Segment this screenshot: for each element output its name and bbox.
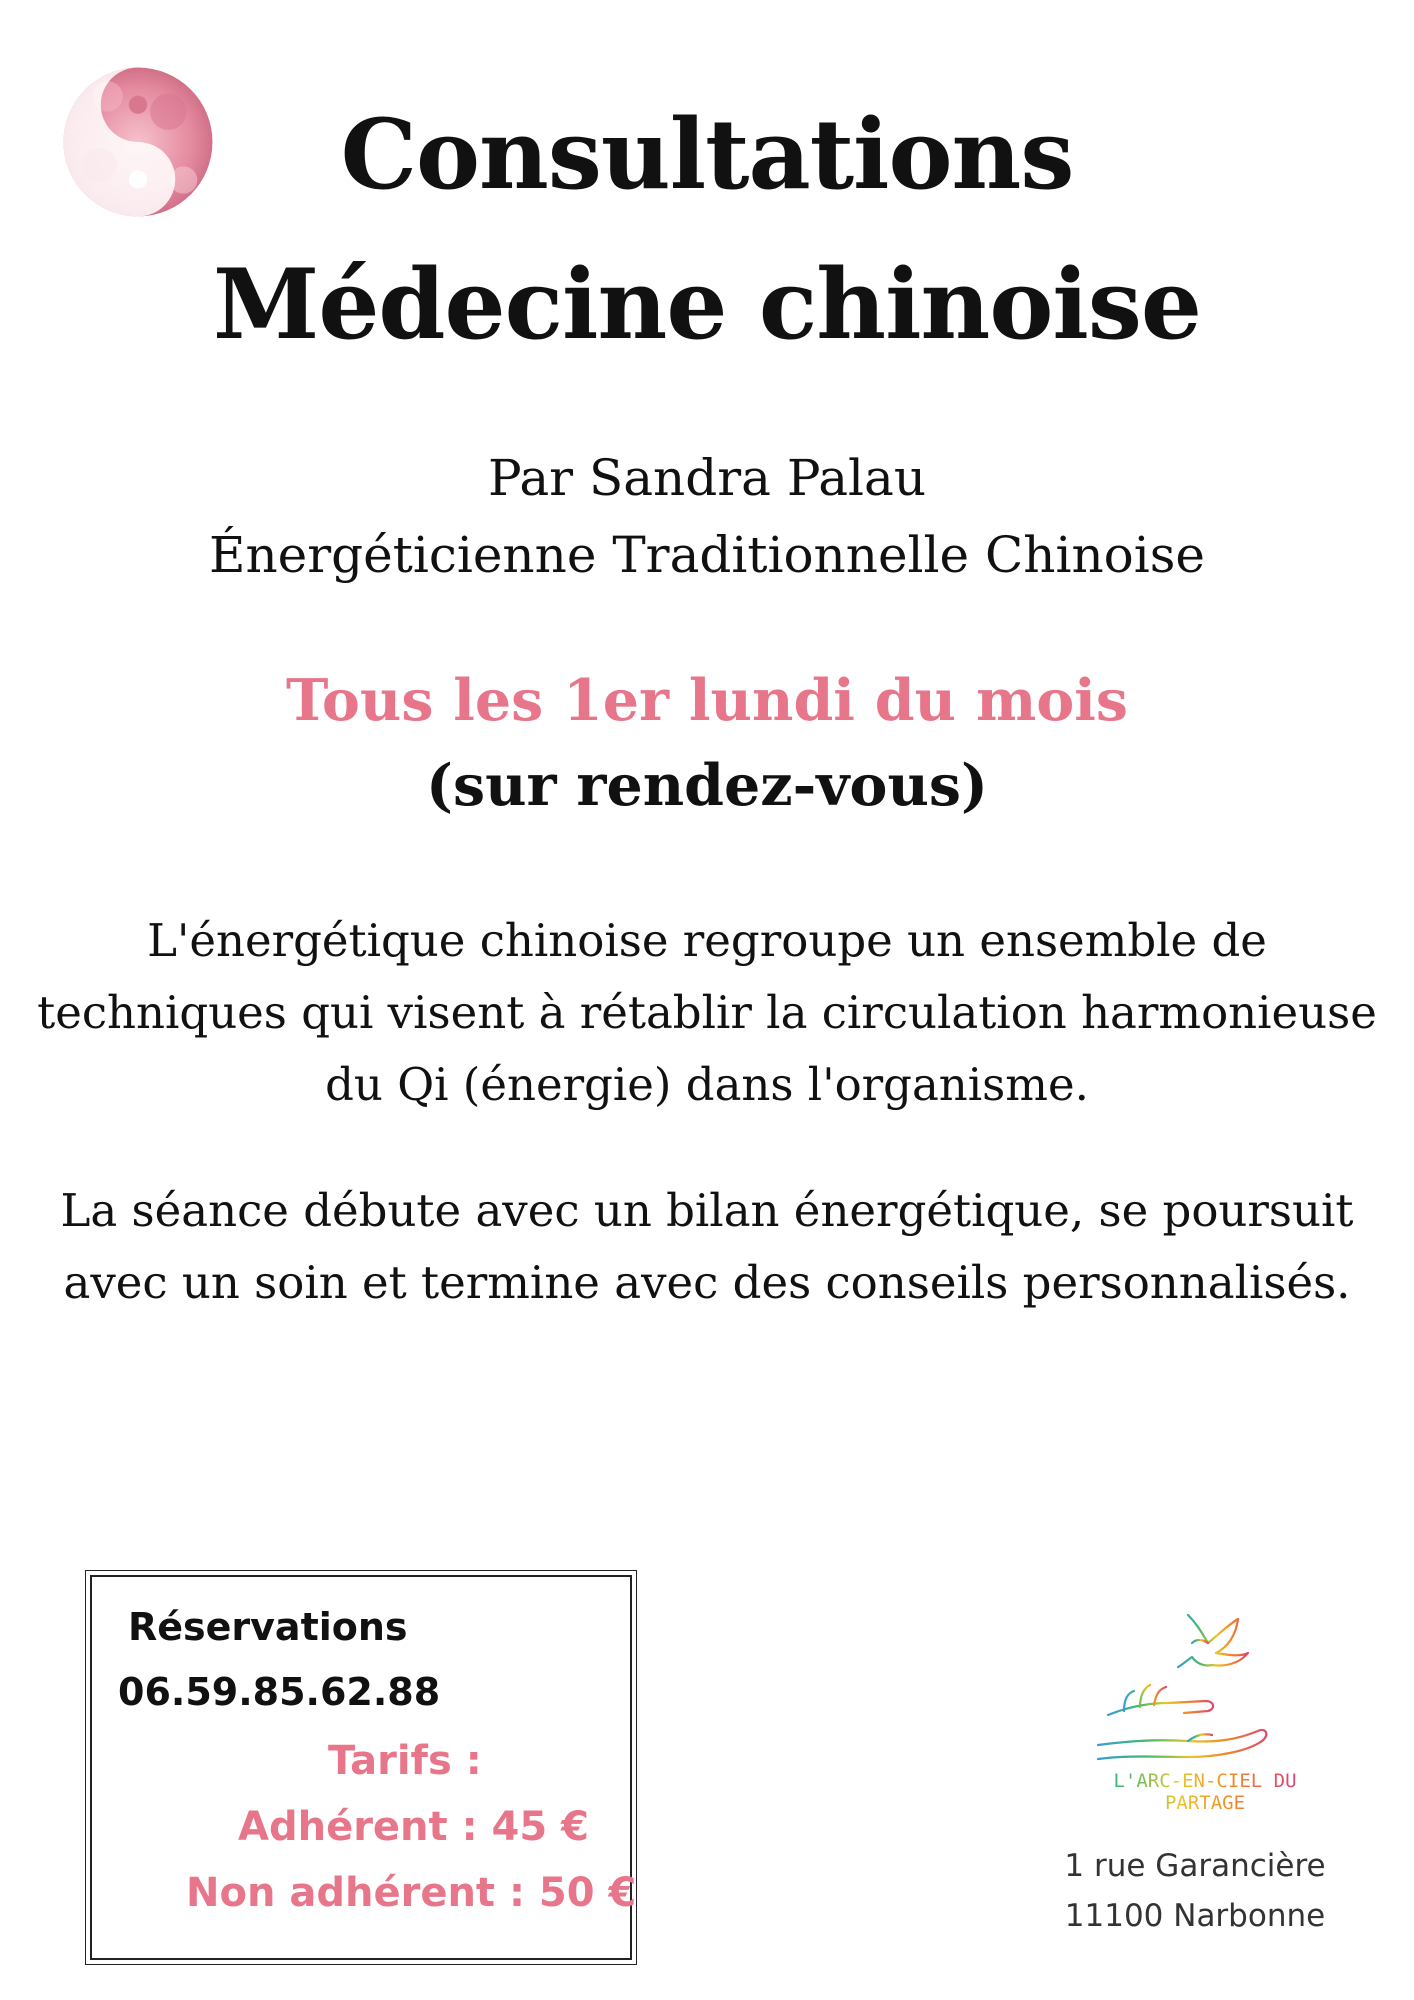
address-line-2: 11100 Narbonne <box>1064 1898 1326 1934</box>
member-price: Adhérent : 45 € <box>238 1804 589 1850</box>
address-line-1: 1 rue Garancière <box>1064 1848 1326 1884</box>
description-paragraph-2: La séance débute avec un bilan énergétique, se poursuit avec un soin et termine avec des conseils personnalisés. <box>60 1184 1354 1309</box>
organization-name: L'ARC-EN-CIEL DU PARTAGE <box>1070 1770 1340 1814</box>
dove-hands-icon <box>1088 1595 1318 1795</box>
schedule-text: Tous les 1er lundi du mois <box>285 667 1129 734</box>
practitioner-role: Énergéticienne Traditionnelle Chinoise <box>208 526 1206 584</box>
description-paragraph-1: L'énergétique chinoise regroupe un ensemble de techniques qui visent à rétablir la circulation harmonieuse du Qi (énergie) dans l'organisme. <box>37 914 1377 1111</box>
non-member-price: Non adhérent : 50 € <box>186 1870 637 1916</box>
tarifs-label: Tarifs : <box>328 1738 482 1784</box>
phone-number[interactable]: 06.59.85.62.88 <box>118 1670 441 1714</box>
page-title-line1: Consultations <box>340 98 1074 211</box>
reservation-label: Réservations <box>128 1605 408 1649</box>
page-title-line2: Médecine chinoise <box>213 248 1201 361</box>
practitioner-name: Par Sandra Palau <box>487 449 927 507</box>
appointment-note: (sur rendez-vous) <box>426 752 988 819</box>
